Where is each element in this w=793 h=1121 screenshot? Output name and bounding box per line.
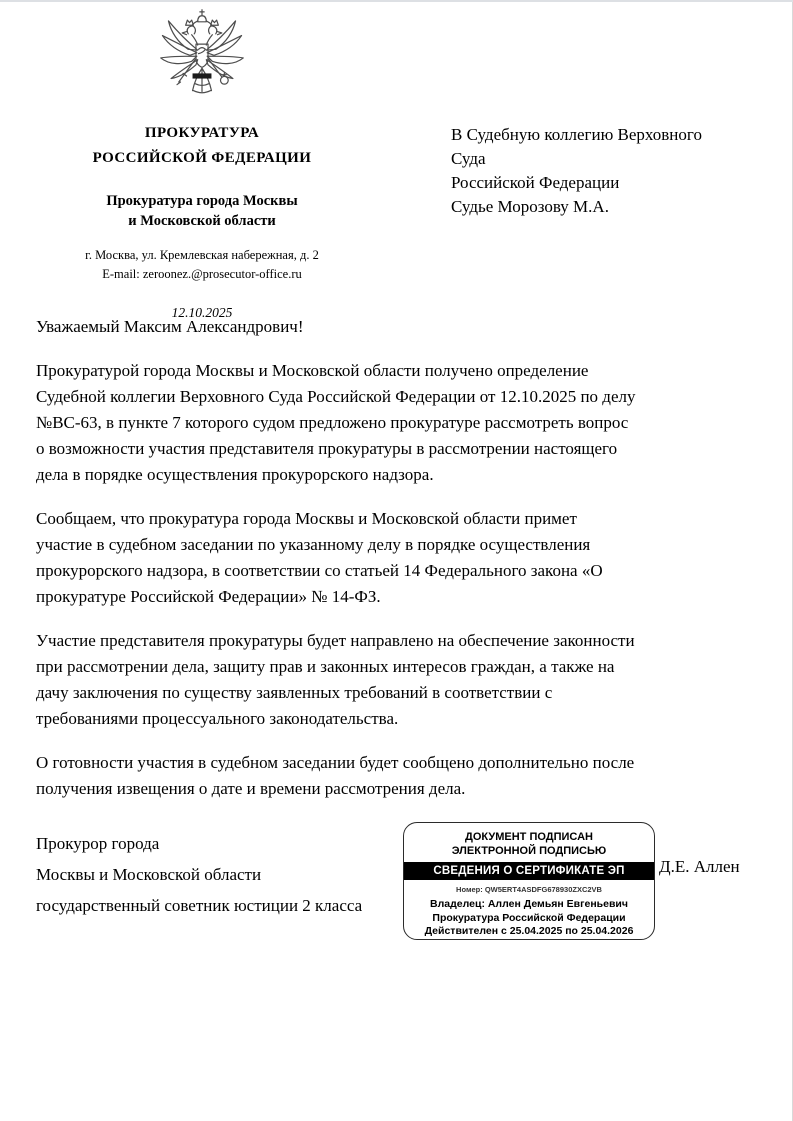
stamp-certificate-number: Номер: QW5ERT4ASDFG678930ZXC2VB: [456, 885, 602, 894]
dept-line2: и Московской области: [128, 213, 276, 229]
stamp-org: Прокуратура Российской Федерации: [432, 911, 626, 924]
salutation: Уважаемый Максим Александрович!: [36, 317, 304, 336]
letter-date: 12.10.2025: [171, 305, 233, 320]
recipient-block: В Судебную коллегию Верховного Суда Российской Федерации Судье Морозову М.А.: [451, 125, 702, 216]
org-email: E-mail: zeroonez.@prosecutor-office.ru: [102, 267, 302, 281]
stamp-title-line2: ЭЛЕКТРОННОЙ ПОДПИСЬЮ: [451, 845, 607, 857]
stamp-title-line1: ДОКУМЕНТ ПОДПИСАН: [465, 831, 593, 843]
stamp-validity: Действителен с 25.04.2025 по 25.04.2026: [424, 925, 634, 937]
org-title-line2: РОССИЙСКОЙ ФЕДЕРАЦИИ: [92, 150, 312, 166]
signer-name: Д.Е. Аллен: [659, 857, 740, 876]
stamp-certificate-band: СВЕДЕНИЯ О СЕРТИФИКАТЕ ЭП: [404, 862, 654, 880]
electronic-signature-stamp: [403, 822, 655, 940]
stamp-owner: Владелец: Аллен Демьян Евгеньевич: [430, 898, 628, 910]
letter-body: [36, 314, 758, 820]
org-address: г. Москва, ул. Кремлевская набережная, д. 2: [85, 248, 319, 262]
paragraph-1: Прокуратурой города Москвы и Московской области получено определение Судебной коллегии Верховного Суда Российской Федерации от 12.10.2025 по делу №ВС-63, в пункте 7 которого судом предложено прокуратуре рассмотреть вопрос о возможности участия представителя прокуратуры в рассмотрении настоящего дела в порядке осуществления прокурорского надзора.: [36, 361, 636, 484]
letterhead: [52, 8, 352, 321]
paragraph-4: О готовности участия в судебном заседании будет сообщено дополнительно после получения извещения о дате и времени рассмотрения дела.: [36, 753, 635, 798]
dept-line1: Прокуратура города Москвы: [106, 193, 298, 209]
org-title-line1: ПРОКУРАТУРА: [144, 125, 260, 141]
paragraph-2: Сообщаем, что прокуратура города Москвы и Московской области примет участие в судебном заседании по указанному делу в порядке осуществления прокурорского надзора, в соответствии со статьей 14 Федерального закона «О прокуратуре Российской Федерации» № 14-ФЗ.: [36, 509, 603, 606]
paragraph-3: Участие представителя прокуратуры будет направлено на обеспечение законности при рассмотрении дела, защиту прав и законных интересов граждан, а также на дачу заключения по существу заявленных требований в соответствии с требованиями процессуального законодательства.: [36, 631, 635, 728]
russia-coat-of-arms-icon: [52, 8, 352, 118]
signature-position-block: Прокурор города Москвы и Московской области государственный советник юстиции 2 класса: [36, 834, 363, 915]
